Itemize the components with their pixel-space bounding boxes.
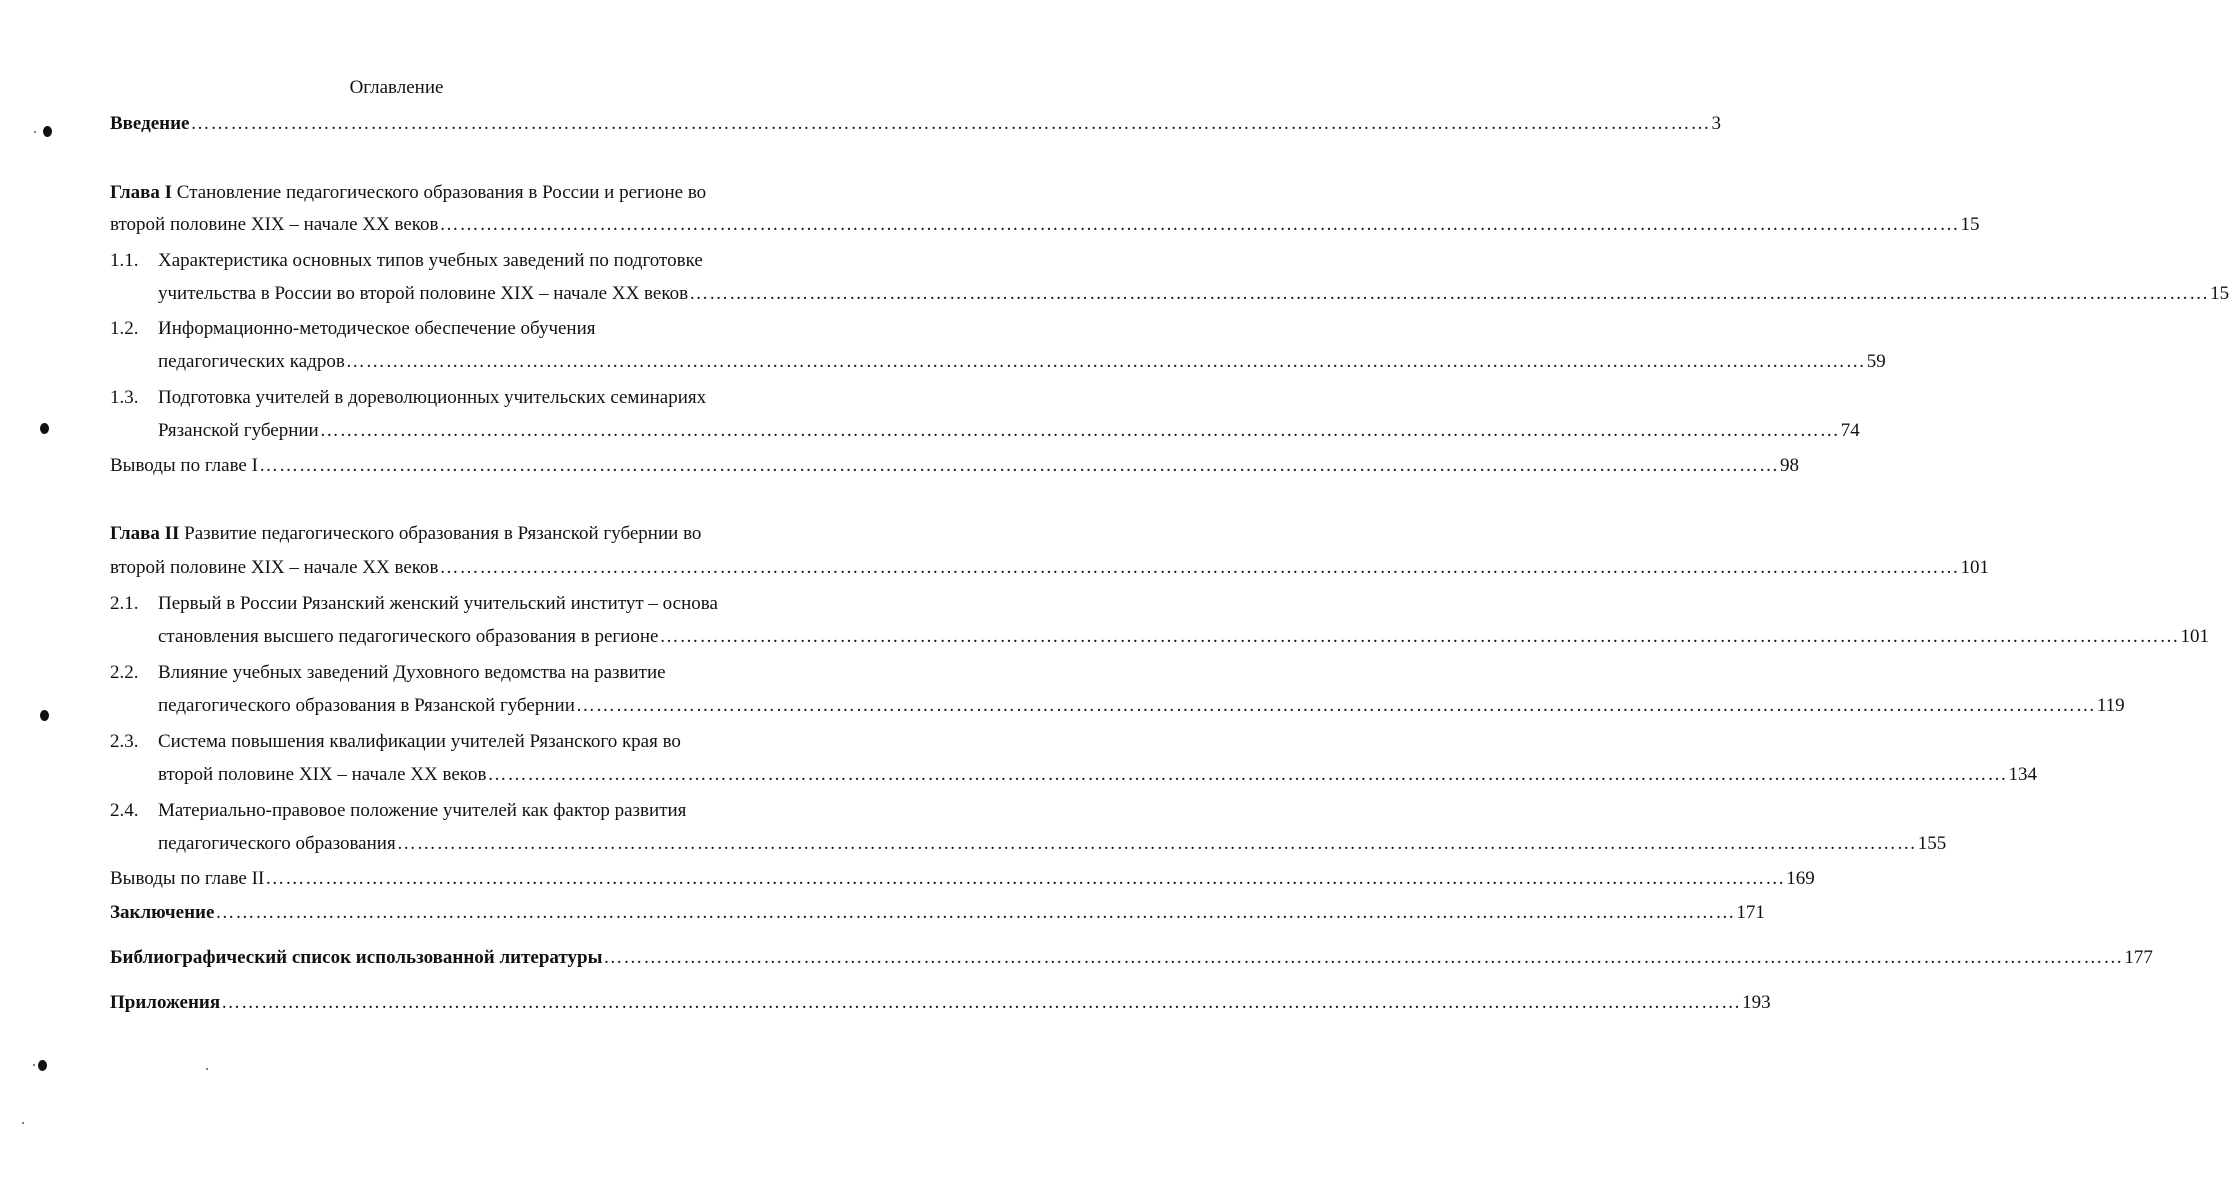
toc-entry-chapter-2-conclusion[interactable] <box>110 867 1815 891</box>
section-number: 1.1. <box>110 250 139 271</box>
page-number: 155 <box>1917 833 1947 854</box>
section-2-3-line2[interactable] <box>158 763 2038 787</box>
page-number: 98 <box>1779 455 1799 476</box>
section-2-4-line1[interactable]: Материально-правовое положение учителей как фактор развития <box>158 800 687 821</box>
leader-dots: ………………………………………………………………………………………………………………………………………………………………………………………………………… <box>345 351 1866 372</box>
leader-dots: ………………………………………………………………………………………………………………………………………………………………………………………………………… <box>319 420 1840 441</box>
leader-dots: ………………………………………………………………………………………………………………………………………………………………………………………………………… <box>575 695 2096 716</box>
page-number: 15 <box>2210 283 2229 304</box>
section-number: 1.2. <box>110 318 139 339</box>
section-title-cont: педагогического образования в Рязанской губернии <box>158 695 575 716</box>
punch-hole-mark <box>43 126 52 137</box>
chapter-2-title-line2[interactable] <box>110 556 1990 580</box>
page-number: 74 <box>1840 420 1860 441</box>
entry-label: Приложения <box>110 992 221 1013</box>
leader-dots: ………………………………………………………………………………………………………………………………………………………………………………………………………… <box>221 992 1742 1013</box>
section-title-cont: учительства в России во второй половине XIX – начале XX веков <box>158 283 689 304</box>
punch-hole-mark <box>38 1060 47 1071</box>
section-number: 2.2. <box>110 662 139 683</box>
section-1-2-line2[interactable] <box>158 350 1886 374</box>
section-2-4-line2[interactable] <box>158 832 1947 856</box>
toc-entry-chapter-1-conclusion[interactable] <box>110 454 1799 478</box>
section-number: 2.4. <box>110 800 139 821</box>
entry-label: Библиографический список использованной литературы <box>110 947 603 968</box>
leader-dots: ………………………………………………………………………………………………………………………………………………………………………………………………………… <box>265 868 1786 889</box>
page-number: 59 <box>1866 351 1886 372</box>
section-1-1-line2[interactable] <box>158 282 2229 306</box>
chapter-2-title-line1[interactable] <box>110 522 737 546</box>
page-number: 101 <box>2180 626 2209 647</box>
toc-entry-intro[interactable] <box>110 112 1721 136</box>
chapter-label: Глава II <box>110 523 180 544</box>
section-title-cont: Рязанской губернии <box>158 420 319 441</box>
entry-label: Введение <box>110 113 190 134</box>
leader-dots: ………………………………………………………………………………………………………………………………………………………………………………………………………… <box>659 626 2180 647</box>
leader-dots: ………………………………………………………………………………………………………………………………………………………………………………………………………… <box>190 113 1711 134</box>
leader-dots: ………………………………………………………………………………………………………………………………………………………………………………………………………… <box>215 902 1736 923</box>
leader-dots: ………………………………………………………………………………………………………………………………………………………………………………………………………… <box>603 947 2124 968</box>
page-number: 15 <box>1960 214 1980 235</box>
scan-speck <box>206 1068 208 1070</box>
section-number: 2.1. <box>110 593 139 614</box>
section-2-2-line1[interactable]: Влияние учебных заведений Духовного ведомства на развитие <box>158 662 666 683</box>
punch-hole-mark <box>40 710 49 721</box>
page-number: 171 <box>1736 902 1765 923</box>
chapter-title-cont: второй половине XIX – начале XX веков <box>110 214 439 235</box>
section-1-2-line1[interactable]: Информационно-методическое обеспечение обучения <box>158 318 596 339</box>
section-1-1-line1[interactable]: Характеристика основных типов учебных заведений по подготовке <box>158 250 703 271</box>
toc-title: Оглавление <box>349 77 444 98</box>
scan-speck <box>34 131 36 133</box>
leader-dots: ………………………………………………………………………………………………………………………………………………………………………………………………………… <box>439 557 1960 578</box>
leader-dots: ………………………………………………………………………………………………………………………………………………………………………………………………………… <box>396 833 1917 854</box>
page-number: 134 <box>2008 764 2038 785</box>
punch-hole-mark <box>40 423 49 434</box>
section-title-cont: педагогических кадров <box>158 351 345 372</box>
scan-speck <box>33 1064 35 1066</box>
section-title-cont: второй половине XIX – начале XX веков <box>158 764 487 785</box>
entry-label: Выводы по главе II <box>110 868 265 889</box>
leader-dots: ………………………………………………………………………………………………………………………………………………………………………………………………………… <box>487 764 2008 785</box>
chapter-title-cont: второй половине XIX – начале XX веков <box>110 557 439 578</box>
page-number: 101 <box>1960 557 1990 578</box>
toc-entry-conclusion[interactable] <box>110 901 1765 925</box>
chapter-label: Глава I <box>110 182 173 203</box>
leader-dots: ………………………………………………………………………………………………………………………………………………………………………………………………………… <box>439 214 1960 235</box>
section-1-3-line1[interactable]: Подготовка учителей в дореволюционных учительских семинариях <box>158 387 707 408</box>
section-2-2-line2[interactable] <box>158 694 2125 718</box>
page-number: 177 <box>2124 947 2153 968</box>
page-number: 3 <box>1711 113 1721 134</box>
section-number: 1.3. <box>110 387 139 408</box>
page-number: 193 <box>1742 992 1771 1013</box>
chapter-title: Развитие педагогического образования в Рязанской губернии во <box>179 523 702 544</box>
leader-dots: ………………………………………………………………………………………………………………………………………………………………………………………………………… <box>689 283 2210 304</box>
chapter-1-title-line1[interactable] <box>110 181 737 205</box>
entry-label: Заключение <box>110 902 215 923</box>
entry-label: Выводы по главе I <box>110 455 258 476</box>
section-title-cont: становления высшего педагогического образования в регионе <box>158 626 659 647</box>
toc-entry-appendix[interactable] <box>110 991 1771 1015</box>
leader-dots: ………………………………………………………………………………………………………………………………………………………………………………………………………… <box>258 455 1779 476</box>
chapter-title: Становление педагогического образования в России и регионе во <box>172 182 707 203</box>
section-2-1-line1[interactable]: Первый в России Рязанский женский учительский институт – основа <box>158 593 718 614</box>
toc-entry-bibliography[interactable] <box>110 946 2153 970</box>
section-1-3-line2[interactable] <box>158 419 1860 443</box>
section-2-1-line2[interactable] <box>158 625 2209 649</box>
scan-speck <box>22 1122 24 1124</box>
section-number: 2.3. <box>110 731 139 752</box>
page-number: 169 <box>1786 868 1815 889</box>
section-2-3-line1[interactable]: Система повышения квалификации учителей Рязанского края во <box>158 731 681 752</box>
chapter-1-title-line2[interactable] <box>110 213 1980 237</box>
page-number: 119 <box>2096 695 2125 716</box>
section-title-cont: педагогического образования <box>158 833 396 854</box>
